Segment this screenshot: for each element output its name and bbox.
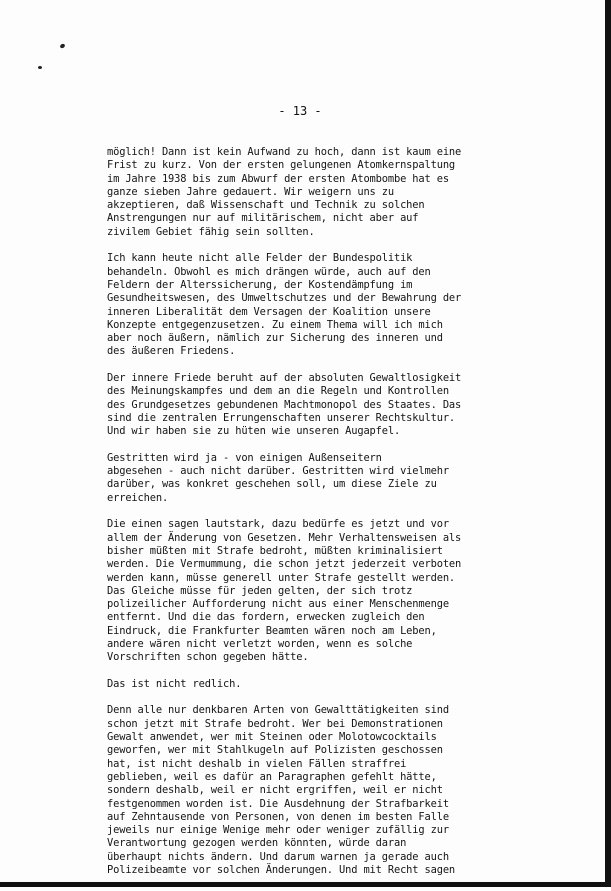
text-line: polizeilicher Aufforderung nicht aus einer Menschenmenge <box>107 598 449 611</box>
text-line: hat, ist nicht deshalb in vielen Fällen straffrei <box>107 757 407 770</box>
text-line: darüber, was konkret geschehen soll, um diese Ziele zu <box>107 478 437 491</box>
paragraph <box>107 452 527 505</box>
text-line: des Grundgesetzes gebundenen Machtmonopol des Staates. Das <box>107 398 462 411</box>
text-line: Gewalt anwendet, wer mit Steinen oder Molotowcocktails <box>107 731 437 744</box>
text-line: aber noch äußern, nämlich zur Sicherung des inneren und <box>107 332 443 345</box>
text-line: sondern deshalb, weil er nicht ergriffen, weil er nicht <box>107 784 443 797</box>
text-line: Das Gleiche müsse für jeden gelten, der sich trotz <box>107 584 413 597</box>
text-line: Ich kann heute nicht alle Felder der Bundespolitik <box>107 252 413 265</box>
text-line: bisher müßten mit Strafe bedroht, müßten kriminalisiert <box>107 544 443 557</box>
text-line: Anstrengungen nur auf militärischem, nicht aber auf <box>107 212 419 225</box>
text-line: akzeptieren, daß Wissenschaft und Technik zu solchen <box>107 199 425 212</box>
text-line: schon jetzt mit Strafe bedroht. Wer bei Demonstrationen <box>107 717 443 730</box>
paragraph <box>107 146 527 239</box>
text-line: festgenommen worden ist. Die Ausdehnung der Strafbarkeit <box>107 797 449 810</box>
text-line: überhaupt nichts ändern. Und darum warnen ja gerade auch <box>107 850 449 863</box>
body-text <box>107 146 527 891</box>
text-line: Eindruck, die Frankfurter Beamten wären noch am Leben, <box>107 624 437 637</box>
text-line: Vorschriften schon gegeben hätte. <box>107 651 309 664</box>
text-line: Gestritten wird ja - von einigen Außenseitern <box>107 451 382 464</box>
text-line: behandeln. Obwohl es mich drängen würde, auch auf den <box>107 265 431 278</box>
paragraph <box>107 518 527 664</box>
scan-border-bottom <box>0 882 611 887</box>
text-line: zivilem Gebiet fähig sein sollten. <box>107 225 315 238</box>
text-line: Der innere Friede beruht auf der absoluten Gewaltlosigkeit <box>107 372 462 385</box>
scan-border-right <box>605 0 611 887</box>
text-line: des Meinungskampfes und dem an die Regeln und Kontrollen <box>107 385 449 398</box>
text-line: Denn alle nur denkbaren Arten von Gewalttätigkeiten sind <box>107 704 449 717</box>
scan-speck <box>38 66 42 69</box>
paragraph <box>107 704 527 877</box>
text-line: Die einen sagen lautstark, dazu bedürfe es jetzt und vor <box>107 518 449 531</box>
text-line: ganze sieben Jahre gedauert. Wir weigern uns zu <box>107 185 394 198</box>
text-line: Polizeibeamte vor solchen Änderungen. Und mit Recht sagen <box>107 864 456 877</box>
text-line: des äußeren Friedens. <box>107 345 236 358</box>
text-line: im Jahre 1938 bis zum Abwurf der ersten Atombombe hat es <box>107 172 449 185</box>
text-line: erreichen. <box>107 491 169 504</box>
text-line: Gesundheitswesen, des Umweltschutzes und der Bewahrung der <box>107 292 462 305</box>
text-line: Das ist nicht redlich. <box>107 677 242 690</box>
text-line: andere wären nicht verletzt worden, wenn es solche <box>107 637 413 650</box>
text-line: auf Zehntausende von Personen, von denen im besten Falle <box>107 810 449 823</box>
text-line: werden. Die Vermummung, die schon jetzt jederzeit verboten <box>107 558 462 571</box>
text-line: Konzepte entgegenzusetzen. Zu einem Thema will ich mich <box>107 318 443 331</box>
paragraph <box>107 678 527 691</box>
text-line: abgesehen - auch nicht darüber. Gestritten wird vielmehr <box>107 465 449 478</box>
scan-speck <box>59 43 65 49</box>
text-line: inneren Liberalität dem Versagen der Koalition unsere <box>107 305 431 318</box>
page-number: - 13 - <box>278 104 322 118</box>
text-line: allem der Änderung von Gesetzen. Mehr Verhaltensweisen als <box>107 531 462 544</box>
paragraph <box>107 252 527 358</box>
paragraph <box>107 372 527 438</box>
text-line: Verantwortung gezogen werden könnten, würde daran <box>107 837 407 850</box>
text-line: geblieben, weil es dafür an Paragraphen gefehlt hätte, <box>107 770 437 783</box>
text-line: sind die zentralen Errungenschaften unserer Rechtskultur. <box>107 411 456 424</box>
text-line: geworfen, wer mit Stahlkugeln auf Polizisten geschossen <box>107 744 443 757</box>
text-line: Frist zu kurz. Von der ersten gelungenen Atomkernspaltung <box>107 159 456 172</box>
text-line: Feldern der Alterssicherung, der Kostendämpfung im <box>107 278 413 291</box>
text-line: entfernt. Und die das fordern, erwecken zugleich den <box>107 611 425 624</box>
text-line: Und wir haben sie zu hüten wie unseren Augapfel. <box>107 425 401 438</box>
text-line: jeweils nur einige Wenige mehr oder weniger zufällig zur <box>107 824 449 837</box>
text-line: werden kann, müsse generell unter Strafe gestellt werden. <box>107 571 456 584</box>
text-line: möglich! Dann ist kein Aufwand zu hoch, dann ist kaum eine <box>107 146 462 158</box>
